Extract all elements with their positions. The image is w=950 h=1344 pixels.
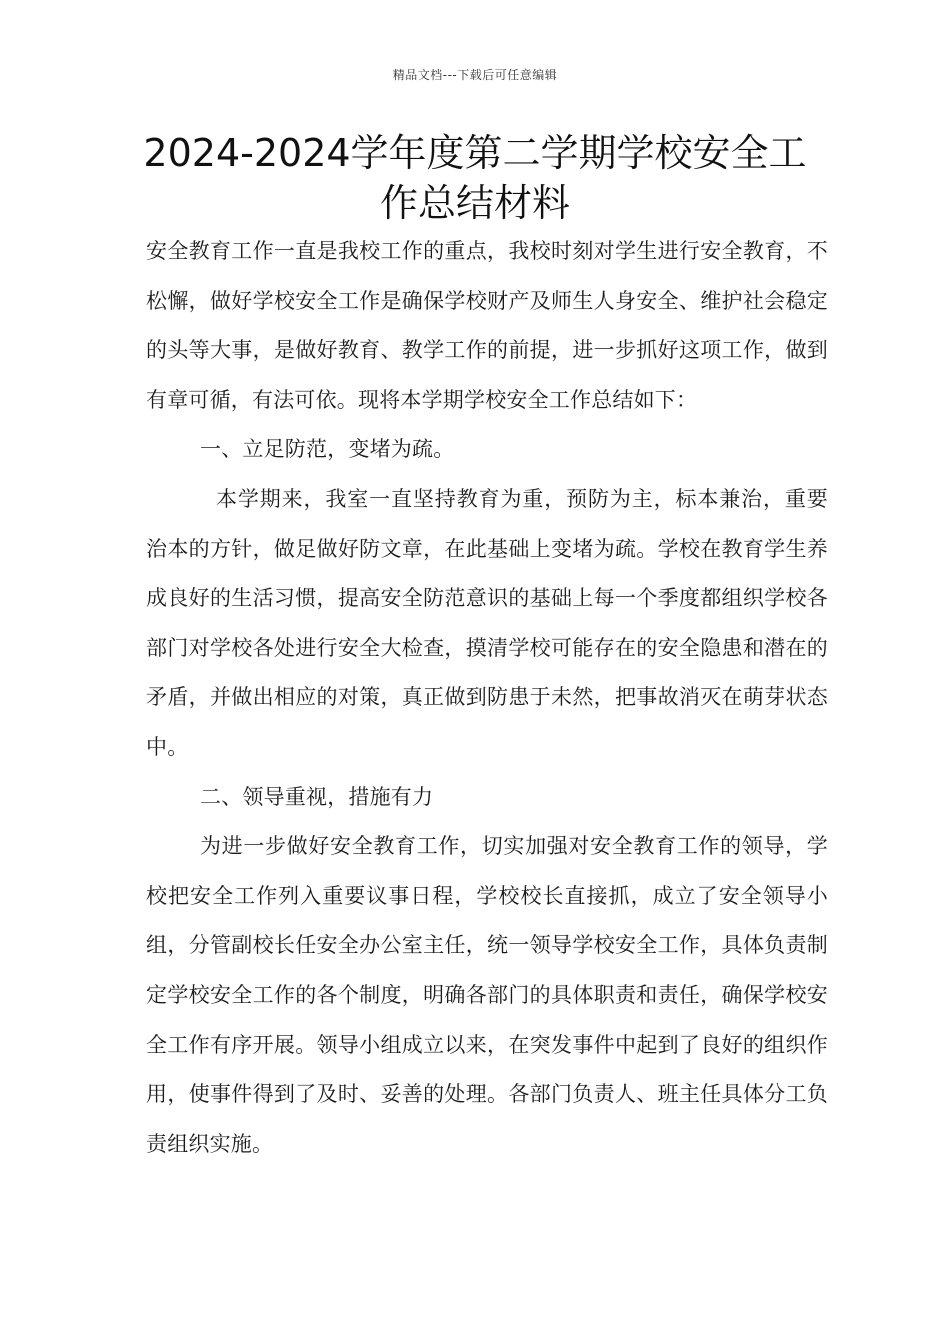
intro-paragraph: 安全教育工作一直是我校工作的重点，我校时刻对学生进行安全教育，不松懈，做好学校安全工作是确保学校财产及师生人身安全、维护社会稳定的头等大事，是做好教育、教学工作的前提，进一步抓好这项工作，做到有章可循，有法可依。现将本学期学校安全工作总结如下： [146, 239, 828, 412]
section-heading-1: 一、立足防范，变堵为疏。 [200, 437, 455, 462]
section-2-paragraph: 为进一步做好安全教育工作，切实加强对安全教育工作的领导，学校把安全工作列入重要议事日程，学校校长直接抓，成立了安全领导小组，分管副校长任安全办公室主任，统一领导学校安全工作，具体负责制定学校安全工作的各个制度，明确各部门的具体职责和责任，确保学校安全工作有序开展。领导小组成立以来，在突发事件中起到了良好的组织作用，使事件得到了及时、妥善的处理。各部门负责人、班主任具体分工负责组织实施。 [146, 834, 828, 1156]
document-title: 2024-2024学年度第二学期学校安全工作总结材料 [143, 131, 807, 225]
section-heading-2: 二、领导重视，措施有力 [200, 784, 434, 809]
document-body [146, 227, 828, 1169]
header-note: 精品文档---下载后可任意编辑 [392, 68, 558, 82]
section-1-paragraph: 本学期来，我室一直坚持教育为重，预防为主，标本兼治，重要治本的方针，做足做好防文章，在此基础上变堵为疏。学校在教育学生养成良好的生活习惯，提高安全防范意识的基础上每一个季度都组织学校各部门对学校各处进行安全大检查，摸清学校可能存在的安全隐患和潜在的矛盾，并做出相应的对策，真正做到防患于未然，把事故消灭在萌芽状态中。 [146, 486, 828, 759]
